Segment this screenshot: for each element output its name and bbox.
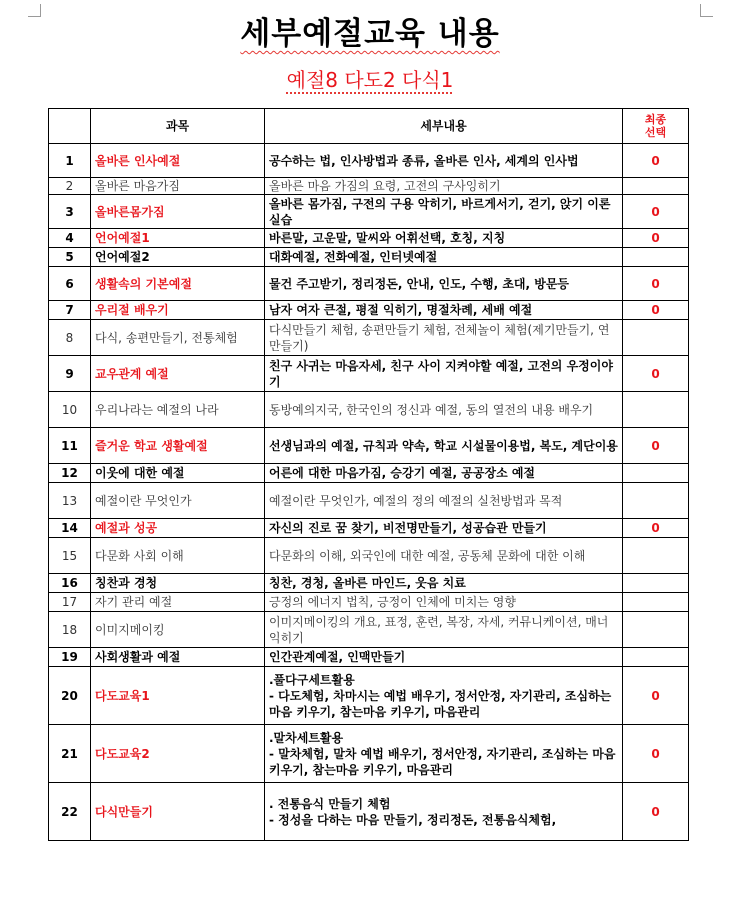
document-subtitle: 예절8 다도2 다식1 [286,68,454,92]
table-row [49,267,689,301]
table-body [49,144,689,841]
table-row [49,392,689,428]
row-final-selection: 0 [623,144,689,178]
row-number: 7 [49,301,91,320]
table-row [49,519,689,538]
table-row [49,178,689,195]
row-final-selection: 0 [623,428,689,464]
row-final-selection: 0 [623,725,689,783]
row-final-selection: 0 [623,267,689,301]
row-subject: 즐거운 학교 생활예절 [91,428,265,464]
table-header-row [49,109,689,144]
row-number: 11 [49,428,91,464]
row-number: 22 [49,783,91,841]
row-final-selection [623,483,689,519]
document-title: 세부예절교육 내용 [240,16,500,52]
row-detail: 동방예의지국, 한국인의 정신과 예절, 동의 열전의 내용 배우기 [265,392,623,428]
row-final-selection [623,248,689,267]
header-subject: 과목 [91,109,265,144]
row-final-selection: 0 [623,229,689,248]
row-subject: 자기 관리 예절 [91,593,265,612]
row-detail: 어른에 대한 마음가짐, 승강기 예절, 공공장소 예절 [265,464,623,483]
row-final-selection [623,320,689,356]
row-final-selection: 0 [623,301,689,320]
row-detail: 칭찬, 경청, 올바른 마인드, 웃음 치료 [265,574,623,593]
row-detail: 다식만들기 체험, 송편만들기 체험, 전체놀이 체험(제기만들기, 연 만들기) [265,320,623,356]
row-detail: .풀다구세트활용 - 다도체험, 차마시는 예법 배우기, 정서안정, 자기관리, 조심하는 마음 키우기, 참는마음 키우기, 마음관리 [265,667,623,725]
row-subject: 칭찬과 경청 [91,574,265,593]
row-detail: 이미지메이킹의 개요, 표정, 훈련, 복장, 자세, 커뮤니케이션, 매너 익히기 [265,612,623,648]
row-number: 5 [49,248,91,267]
row-number: 1 [49,144,91,178]
row-number: 17 [49,593,91,612]
row-number: 14 [49,519,91,538]
row-detail: . 전통음식 만들기 체험 - 정성을 다하는 마음 만들기, 정리정돈, 전통음식체험, [265,783,623,841]
row-detail: 공수하는 법, 인사방법과 종류, 올바른 인사, 세계의 인사법 [265,144,623,178]
row-subject: 언어예절2 [91,248,265,267]
row-subject: 이미지메이킹 [91,612,265,648]
table-row [49,356,689,392]
row-number: 19 [49,648,91,667]
row-subject: 올바른 마음가짐 [91,178,265,195]
row-detail: 자신의 진로 꿈 찾기, 비전명만들기, 성공습관 만들기 [265,519,623,538]
row-number: 15 [49,538,91,574]
row-final-selection [623,648,689,667]
row-final-selection: 0 [623,356,689,392]
row-detail: 올바른 몸가짐, 구전의 구용 악히기, 바르게서기, 걷기, 앉기 이론 실습 [265,195,623,229]
table-row [49,667,689,725]
row-detail: .말차세트활용 - 말차체험, 말차 예법 배우기, 정서안정, 자기관리, 조심하는 마음 키우기, 참는마음 키우기, 마음관리 [265,725,623,783]
row-number: 21 [49,725,91,783]
table-row [49,229,689,248]
table-row [49,648,689,667]
row-detail: 대화예절, 전화예절, 인터넷예절 [265,248,623,267]
header-final-selection: 최종 선택 [623,109,689,144]
row-number: 2 [49,178,91,195]
table-row [49,464,689,483]
row-detail: 인간관계예절, 인맥만들기 [265,648,623,667]
row-detail: 물건 주고받기, 정리정돈, 안내, 인도, 수행, 초대, 방문등 [265,267,623,301]
table-row [49,144,689,178]
row-number: 10 [49,392,91,428]
row-detail: 선생님과의 예절, 규칙과 약속, 학교 시설물이용법, 복도, 계단이용 [265,428,623,464]
row-final-selection [623,538,689,574]
row-subject: 다문화 사회 이해 [91,538,265,574]
row-subject: 언어예절1 [91,229,265,248]
table-row [49,783,689,841]
row-subject: 다도교육2 [91,725,265,783]
row-detail: 긍정의 에너지 법칙, 긍정이 인체에 미치는 영향 [265,593,623,612]
header-detail: 세부내용 [265,109,623,144]
row-subject: 예절이란 무엇인가 [91,483,265,519]
row-final-selection [623,178,689,195]
header-no [49,109,91,144]
row-detail: 예절이란 무엇인가, 예절의 정의 예절의 실천방법과 목적 [265,483,623,519]
row-number: 3 [49,195,91,229]
row-final-selection: 0 [623,783,689,841]
table-row [49,248,689,267]
row-final-selection: 0 [623,519,689,538]
row-subject: 우리절 배우기 [91,301,265,320]
curriculum-table [48,108,689,841]
row-final-selection [623,593,689,612]
row-final-selection: 0 [623,195,689,229]
table-row [49,483,689,519]
row-number: 9 [49,356,91,392]
row-number: 16 [49,574,91,593]
row-final-selection [623,612,689,648]
row-number: 13 [49,483,91,519]
table-row [49,428,689,464]
table-row [49,195,689,229]
row-number: 18 [49,612,91,648]
row-subject: 생활속의 기본예절 [91,267,265,301]
row-detail: 남자 여자 큰절, 평절 익히기, 명절차례, 세배 예절 [265,301,623,320]
row-number: 12 [49,464,91,483]
row-detail: 친구 사귀는 마음자세, 친구 사이 지켜야할 예절, 고전의 우정이야기 [265,356,623,392]
table-row [49,593,689,612]
table-row [49,612,689,648]
row-subject: 사회생활과 예절 [91,648,265,667]
row-subject: 다식, 송편만들기, 전통체험 [91,320,265,356]
table-row [49,320,689,356]
row-subject: 올바른 인사예절 [91,144,265,178]
row-final-selection [623,392,689,428]
table-row [49,574,689,593]
row-final-selection [623,574,689,593]
table-row [49,301,689,320]
row-subject: 다도교육1 [91,667,265,725]
row-subject: 이웃에 대한 예절 [91,464,265,483]
row-detail: 올바른 마음 가짐의 요령, 고전의 구사잉히기 [265,178,623,195]
row-subject: 다식만들기 [91,783,265,841]
row-final-selection [623,464,689,483]
row-number: 8 [49,320,91,356]
row-number: 4 [49,229,91,248]
row-detail: 바른말, 고운말, 말씨와 어휘선택, 호칭, 지칭 [265,229,623,248]
table-row [49,725,689,783]
row-number: 20 [49,667,91,725]
row-subject: 올바른몸가짐 [91,195,265,229]
table-row [49,538,689,574]
row-subject: 우리나라는 예절의 나라 [91,392,265,428]
row-subject: 예절과 성공 [91,519,265,538]
row-number: 6 [49,267,91,301]
row-subject: 교우관계 예절 [91,356,265,392]
row-detail: 다문화의 이해, 외국인에 대한 예절, 공동체 문화에 대한 이해 [265,538,623,574]
row-final-selection: 0 [623,667,689,725]
